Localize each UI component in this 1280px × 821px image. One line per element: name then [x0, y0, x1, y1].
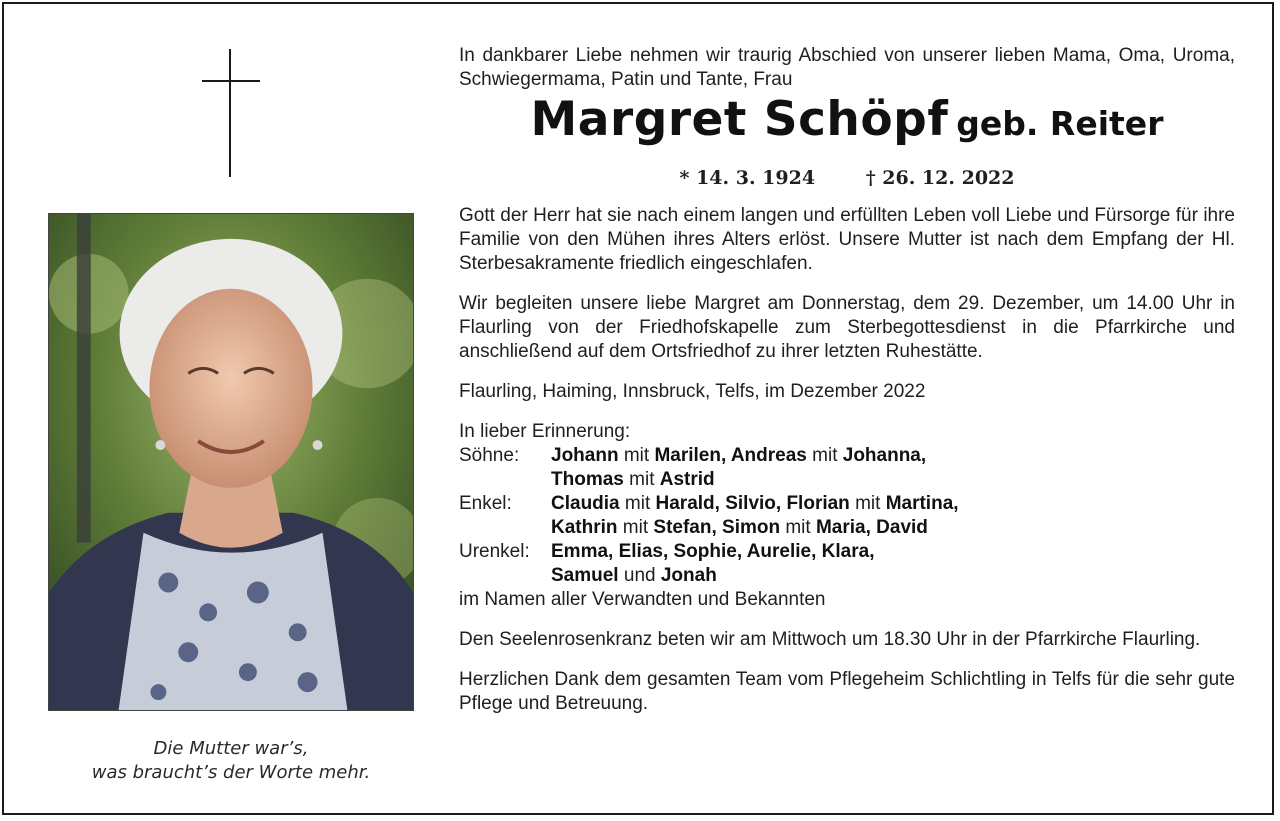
grandchildren-label: Enkel:	[459, 493, 512, 514]
sons-label: Söhne:	[459, 445, 520, 466]
great-grandchildren-names: Emma, Elias, Sophie, Aurelie, Klara, Samuel und Jonah	[551, 541, 875, 586]
paragraph-passing: Gott der Herr hat sie nach einem langen und erfüllten Leben voll Liebe und Fürsorge für ihre Familie von den Mühen ihres Alters erlöst. Unsere Mutter ist nach dem Empfang der Hl. Sterbesakramente friedlich eingeschlafen.	[459, 205, 1235, 274]
closing-line: im Namen aller Verwandten und Bekannten	[459, 589, 826, 610]
place-date: Flaurling, Haiming, Innsbruck, Telfs, im Dezember 2022	[459, 381, 926, 402]
life-dates	[459, 166, 1235, 196]
motto	[48, 737, 414, 785]
sons-names: Johann mit Marilen, Andreas mit Johanna, Thomas mit Astrid	[551, 445, 927, 490]
cross-icon	[202, 49, 260, 177]
death-date: † 26. 12. 2022	[865, 167, 1015, 189]
rosary-info: Den Seelenrosenkranz beten wir am Mittwoch um 18.30 Uhr in der Pfarrkirche Flaurling.	[459, 629, 1201, 650]
portrait-photo	[48, 213, 414, 711]
obituary-card	[2, 2, 1274, 815]
motto-line-2: was braucht’s der Worte mehr.	[91, 762, 371, 783]
family-list	[459, 444, 1235, 588]
great-grandchildren-label: Urenkel:	[459, 541, 530, 562]
deceased-name-line	[459, 92, 1235, 166]
deceased-name: Margret Schöpf	[530, 92, 949, 147]
memory-heading: In lieber Erinnerung:	[459, 421, 631, 442]
maiden-name: geb. Reiter	[956, 104, 1164, 143]
thanks-text: Herzlichen Dank dem gesamten Team vom Pflegeheim Schlichtling in Telfs für die sehr gute Pflege und Betreuung.	[459, 669, 1235, 714]
birth-date: * 14. 3. 1924	[679, 167, 816, 189]
intro-text: In dankbarer Liebe nehmen wir traurig Abschied von unserer lieben Mama, Oma, Uroma, Schwiegermama, Patin und Tante, Frau	[459, 45, 1235, 90]
grandchildren-names: Claudia mit Harald, Silvio, Florian mit Martina, Kathrin mit Stefan, Simon mit Maria, David	[551, 493, 959, 538]
motto-line-1: Die Mutter war’s,	[153, 738, 309, 759]
main-text	[459, 44, 1235, 716]
paragraph-funeral: Wir begleiten unsere liebe Margret am Donnerstag, dem 29. Dezember, um 14.00 Uhr in Flaurling von der Friedhofskapelle zum Sterbegottesdienst in die Pfarrkirche und anschließend auf dem Ortsfriedhof zu ihrer letzten Ruhestätte.	[459, 293, 1235, 362]
